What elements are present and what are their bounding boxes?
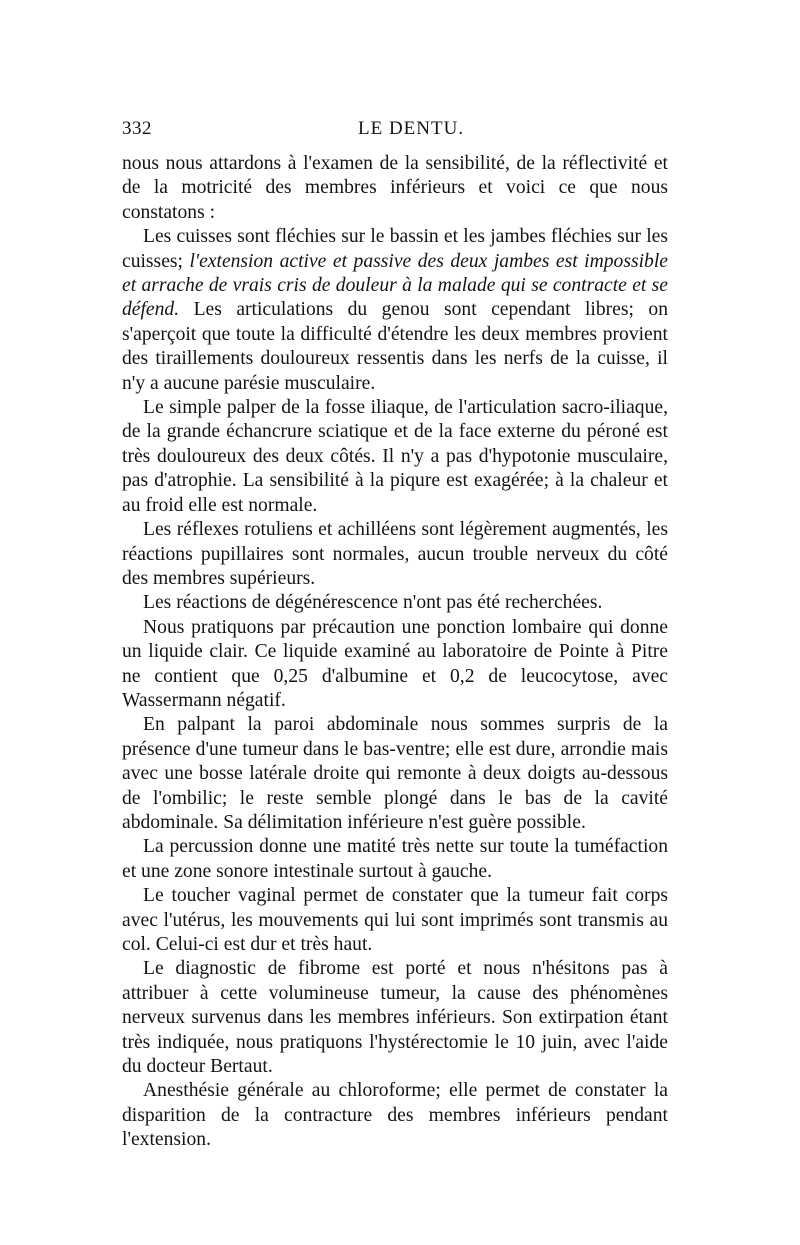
paragraph-8: La percussion donne une matité très nette sur toute la tuméfaction et une zone sonore intestinale surtout à gauche. bbox=[122, 836, 668, 882]
paragraph-6: Nous pratiquons par précaution une ponction lombaire qui donne un liquide clair. Ce liquide examiné au laboratoire de Pointe à Pitre ne contient que 0,25 d'albumine et 0,2 de leucocytose, avec Wassermann négatif. bbox=[122, 616, 668, 711]
paragraph-2-italic: l'extension active et passive des deux jambes est impossible et arrache de vrais cris de douleur à la malade qui se contracte et se défend. bbox=[122, 250, 668, 321]
paragraph-7: En palpant la paroi abdominale nous sommes surpris de la présence d'une tumeur dans le bas-ventre; elle est dure, arrondie mais avec une bosse latérale droite qui remonte à deux doigts au-dessous de l'ombilic; le reste semble plongé dans le bas de la cavité abdominale. Sa délimitation inférieure n'est guère possible. bbox=[122, 714, 668, 833]
paragraph-2-start: Les cuisses sont fléchies sur le bassin et les jambes fléchies sur les cuisses; bbox=[122, 226, 668, 272]
running-head: LE DENTU. bbox=[358, 118, 465, 139]
paragraph-3: Le simple palper de la fosse iliaque, de l'articulation sacro-iliaque, de la grande échancrure sciatique et de la face externe du péroné est très douloureux des deux côtés. Il n'y a pas d'hypotonie musculaire, pas d'atrophie. La sensibilité à la piqure est exagérée; à la chaleur et au froid elle est normale. bbox=[122, 397, 668, 516]
paragraph-2-end: Les articulations du genou sont cependant libres; on s'aperçoit que toute la difficulté d'étendre les deux membres provient des tiraillements douloureux ressentis dans les nerfs de la cuisse, il n'y a aucune parésie musculaire. bbox=[122, 299, 668, 394]
paragraph-11: Anesthésie générale au chloroforme; elle permet de constater la disparition de la contracture des membres inférieurs pendant l'extension. bbox=[122, 1080, 668, 1151]
body-text bbox=[122, 152, 668, 1153]
page-number: 332 bbox=[122, 118, 152, 139]
page-header bbox=[122, 118, 668, 142]
paragraph-4: Les réflexes rotuliens et achilléens sont légèrement augmentés, les réactions pupillaires sont normales, aucun trouble nerveux du côté des membres supérieurs. bbox=[122, 519, 668, 589]
paragraph-1: nous nous attardons à l'examen de la sensibilité, de la réflectivité et de la motricité des membres inférieurs et voici ce que nous constatons : bbox=[122, 153, 668, 223]
paragraph-10: Le diagnostic de fibrome est porté et nous n'hésitons pas à attribuer à cette volumineuse tumeur, la cause des phénomènes nerveux survenus dans les membres inférieurs. Son extirpation étant très indiquée, nous pratiquons l'hystérectomie le 10 juin, avec l'aide du docteur Bertaut. bbox=[122, 958, 668, 1078]
paragraph-2 bbox=[122, 225, 668, 396]
paragraph-9: Le toucher vaginal permet de constater que la tumeur fait corps avec l'utérus, les mouvements qui lui sont imprimés sont transmis au col. Celui-ci est dur et très haut. bbox=[122, 885, 668, 955]
paragraph-5: Les réactions de dégénérescence n'ont pas été recherchées. bbox=[143, 592, 603, 614]
